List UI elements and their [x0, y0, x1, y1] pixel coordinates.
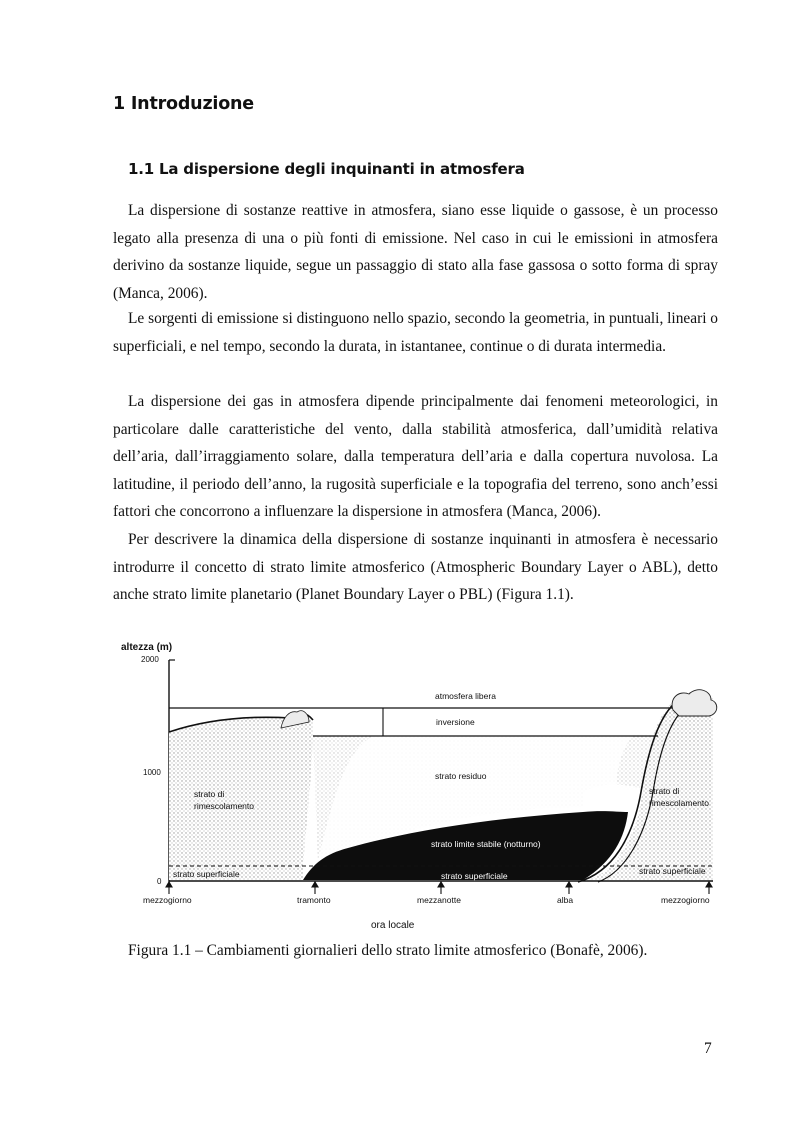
- section-title: 1.1 La dispersione degli inquinanti in atmosfera: [128, 160, 525, 178]
- x-axis-label: ora locale: [371, 920, 415, 931]
- paragraph-1: La dispersione di sostanze reattive in atmosfera, siano esse liquide o gassose, è un processo legato alla presenza di una o più fonti di emissione. Nel caso in cui le emissioni in atmosfera derivino da sostanze liquide, segue un passaggio di stato alla fase gassosa o sotto forma di spray (Manca, 2006).: [113, 202, 718, 302]
- label-mixing-left-2: rimescolamento: [194, 801, 254, 811]
- mixing-layer-left-shading: [169, 718, 313, 880]
- x-tick-noon-right: mezzogiorno: [661, 895, 710, 905]
- y-tick-1000: 1000: [143, 768, 161, 777]
- label-free-atmosphere: atmosfera libera: [435, 691, 496, 701]
- paragraph-2: Le sorgenti di emissione si distinguono nello spazio, secondo la geometria, in puntuali, lineari o superficiali, e nel tempo, secondo la durata, in istantanee, continue o di durata intermedia.: [113, 310, 719, 355]
- page-number: 7: [704, 1040, 712, 1057]
- label-residual-layer: strato residuo: [435, 771, 487, 781]
- paragraph-3: La dispersione dei gas in atmosfera dipende principalmente dai fenomeni meteorologici, in particolare dalle caratteristiche del vento, dalla stabilità atmosferica, dall’umidità relativa dell’aria, dall’irraggiamento solare, dalla temperatura dell’aria e dalla copertura nuvolosa. La latitudine, il periodo dell’anno, la rugosità superficiale e la topografia del terreno, sono anch’essi fattori che concorrono a influenzare la dispersione in atmosfera (Manca, 2006).: [113, 393, 718, 520]
- label-stable-layer: strato limite stabile (notturno): [431, 839, 541, 849]
- label-mixing-right-2: rimescolamento: [649, 798, 709, 808]
- label-mixing-left-1: strato di: [194, 789, 225, 799]
- x-tick-dawn: alba: [557, 895, 574, 905]
- x-tick-noon-left: mezzogiorno: [143, 895, 192, 905]
- cloud-right: [672, 690, 717, 716]
- label-inversion: inversione: [436, 717, 475, 727]
- label-surface-left: strato superficiale: [173, 869, 240, 879]
- paragraph-4: Per descrivere la dinamica della dispersione di sostanze inquinanti in atmosfera è necessario introdurre il concetto di strato limite atmosferico (Atmospheric Boundary Layer o ABL), detto anche strato limite planetario (Planet Boundary Layer o PBL) (Figura 1.1).: [113, 531, 718, 603]
- label-surface-right: strato superficiale: [639, 866, 706, 876]
- figure-boundary-layer: [113, 632, 723, 932]
- x-tick-arrows: [166, 882, 712, 894]
- figure-caption: Figura 1.1 – Cambiamenti giornalieri dello strato limite atmosferico (Bonafè, 2006).: [128, 942, 648, 959]
- label-surface-middle: strato superficiale: [441, 871, 508, 881]
- x-tick-midnight: mezzanotte: [417, 895, 461, 905]
- y-tick-0: 0: [157, 877, 162, 886]
- x-tick-sunset: tramonto: [297, 895, 331, 905]
- y-axis-label: altezza (m): [121, 642, 173, 653]
- y-tick-2000: 2000: [141, 655, 159, 664]
- chapter-title: 1 Introduzione: [113, 94, 254, 114]
- boundary-layer-diagram: [113, 632, 723, 932]
- label-mixing-right-1: strato di: [649, 786, 680, 796]
